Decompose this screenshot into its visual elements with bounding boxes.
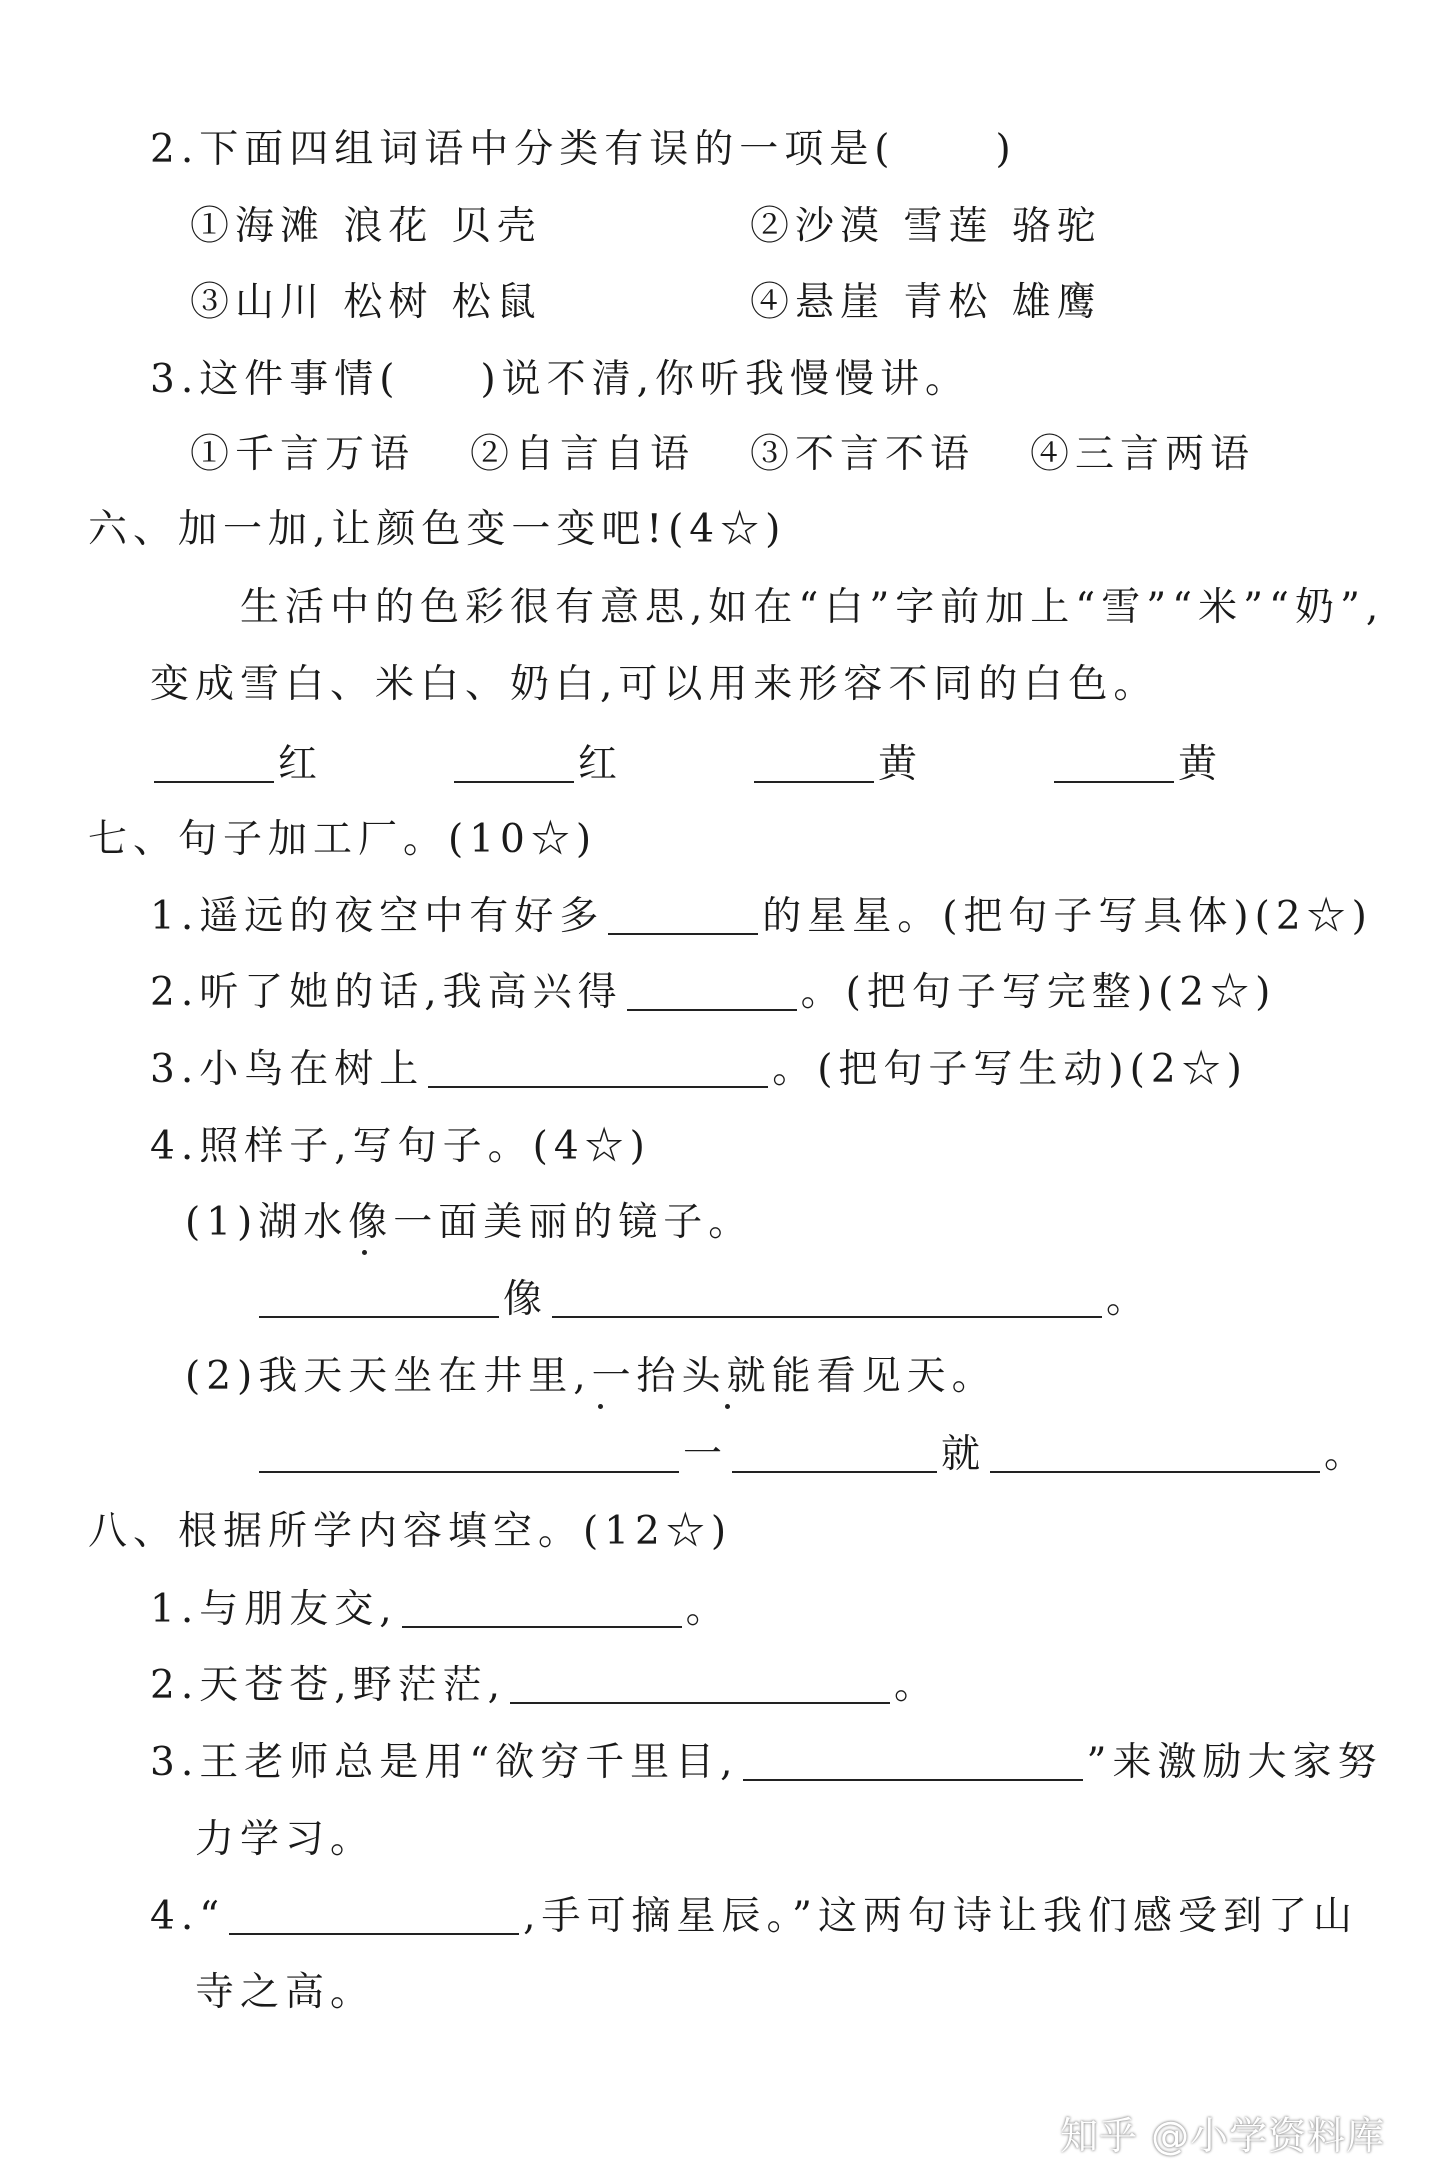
s8-q3-cont: 力学习。: [195, 1817, 376, 1862]
s7-example-1-word: 像: [503, 1277, 549, 1322]
s8-q1: [150, 1580, 731, 1640]
s8-q2-suffix: 。: [894, 1663, 940, 1708]
color-blank-2: [450, 735, 623, 795]
s8-q3-prefix: 3.王老师总是用“欲穷千里目,: [150, 1740, 739, 1785]
s8-q4: [150, 1887, 1358, 1947]
s7-q3: [150, 1040, 1248, 1100]
q3-stem-line: [150, 350, 970, 410]
watermark: 知乎 @小学资料库: [1060, 2114, 1386, 2158]
fill-blank[interactable]: [259, 1276, 499, 1318]
q3-stem-b: )说不清,你听我慢慢讲。: [480, 357, 971, 402]
q2-option-2: ②沙漠 雪莲 骆驼: [750, 204, 1102, 249]
q3-option-4: ④三言两语: [1030, 432, 1256, 477]
q2-option-1: ①海滩 浪花 贝壳: [190, 204, 542, 249]
s7-example-1-answer: [255, 1270, 1151, 1330]
fill-blank[interactable]: [732, 1431, 937, 1473]
fill-blank[interactable]: [754, 741, 874, 783]
fill-blank[interactable]: [1054, 741, 1174, 783]
s8-q2-prefix: 2.天苍苍,野茫茫,: [150, 1663, 507, 1708]
s8-q4-suffix: ,手可摘星辰。”这两句诗让我们感受到了山: [523, 1894, 1358, 1939]
color-blank-3: [750, 735, 923, 795]
q2-stem: 2.下面四组词语中分类有误的一项是(: [150, 127, 896, 172]
s8-q4-prefix: 4.“: [150, 1894, 226, 1939]
color-word-2: 红: [578, 742, 624, 787]
color-blank-1: [150, 735, 323, 795]
q2-option-3: ③山川 松树 松鼠: [190, 280, 542, 325]
s7-q3-prefix: 3.小鸟在树上: [150, 1047, 425, 1092]
s7-example-2-answer: [255, 1425, 1369, 1485]
color-word-1: 红: [278, 742, 324, 787]
color-word-4: 黄: [1178, 742, 1224, 787]
s7-example-2-word-1: 一: [683, 1432, 729, 1477]
s7-example-2-word-2: 就: [941, 1432, 987, 1477]
q2-stem-end: ): [995, 127, 1017, 172]
fill-blank[interactable]: [428, 1046, 768, 1088]
s8-q1-prefix: 1.与朋友交,: [150, 1587, 398, 1632]
emphasis-dot: [725, 1404, 730, 1409]
emphasis-dot: [362, 1250, 367, 1255]
fill-blank[interactable]: [608, 893, 758, 935]
section-6-intro-2: 变成雪白、米白、奶白,可以用来形容不同的白色。: [150, 662, 1159, 707]
q3-stem-a: 3.这件事情(: [150, 357, 401, 402]
fill-blank[interactable]: [552, 1276, 1102, 1318]
fill-blank[interactable]: [627, 969, 797, 1011]
s7-example-1-end: 。: [1106, 1277, 1152, 1322]
s7-q1: [150, 887, 1373, 947]
s8-q1-suffix: 。: [685, 1587, 731, 1632]
q2-stem-line: [150, 120, 1017, 180]
fill-blank[interactable]: [990, 1431, 1320, 1473]
fill-blank[interactable]: [510, 1662, 890, 1704]
s8-q2: [150, 1656, 939, 1716]
section-6-title: 六、加一加,让颜色变一变吧!(4☆): [88, 507, 787, 552]
q3-option-1: ①千言万语: [190, 432, 416, 477]
q3-option-2: ②自言自语: [470, 432, 696, 477]
s7-q3-suffix: 。(把句子写生动)(2☆): [772, 1047, 1248, 1092]
fill-blank[interactable]: [454, 741, 574, 783]
emphasis-dot: [598, 1404, 603, 1409]
color-word-3: 黄: [878, 742, 924, 787]
s7-example-2: (2)我天天坐在井里,一抬头就能看见天。: [185, 1354, 997, 1399]
fill-blank[interactable]: [743, 1739, 1083, 1781]
s7-example-2-end: 。: [1324, 1432, 1370, 1477]
fill-blank[interactable]: [154, 741, 274, 783]
s8-q3: [150, 1733, 1383, 1793]
q2-option-4: ④悬崖 青松 雄鹰: [750, 280, 1102, 325]
s7-q2-suffix: 。(把句子写完整)(2☆): [800, 970, 1277, 1015]
s7-q1-prefix: 1.遥远的夜空中有好多: [150, 894, 605, 939]
s8-q3-suffix: ”来激励大家努: [1086, 1740, 1383, 1785]
fill-blank[interactable]: [402, 1586, 682, 1628]
color-blank-4: [1050, 735, 1223, 795]
section-6-intro-1: 生活中的色彩很有意思,如在“白”字前加上“雪”“米”“奶”,: [240, 585, 1385, 630]
s7-q2: [150, 963, 1276, 1023]
fill-blank[interactable]: [229, 1893, 519, 1935]
fill-blank[interactable]: [259, 1431, 679, 1473]
s7-example-1: (1)湖水像一面美丽的镜子。: [185, 1200, 754, 1245]
s8-q4-cont: 寺之高。: [195, 1970, 376, 2015]
s7-q4: 4.照样子,写句子。(4☆): [150, 1124, 651, 1169]
q3-option-3: ③不言不语: [750, 432, 976, 477]
section-8-title: 八、根据所学内容填空。(12☆): [88, 1509, 733, 1554]
section-7-title: 七、句子加工厂。(10☆): [88, 817, 598, 862]
s7-q1-suffix: 的星星。(把句子写具体)(2☆): [762, 894, 1373, 939]
s7-q2-prefix: 2.听了她的话,我高兴得: [150, 970, 623, 1015]
